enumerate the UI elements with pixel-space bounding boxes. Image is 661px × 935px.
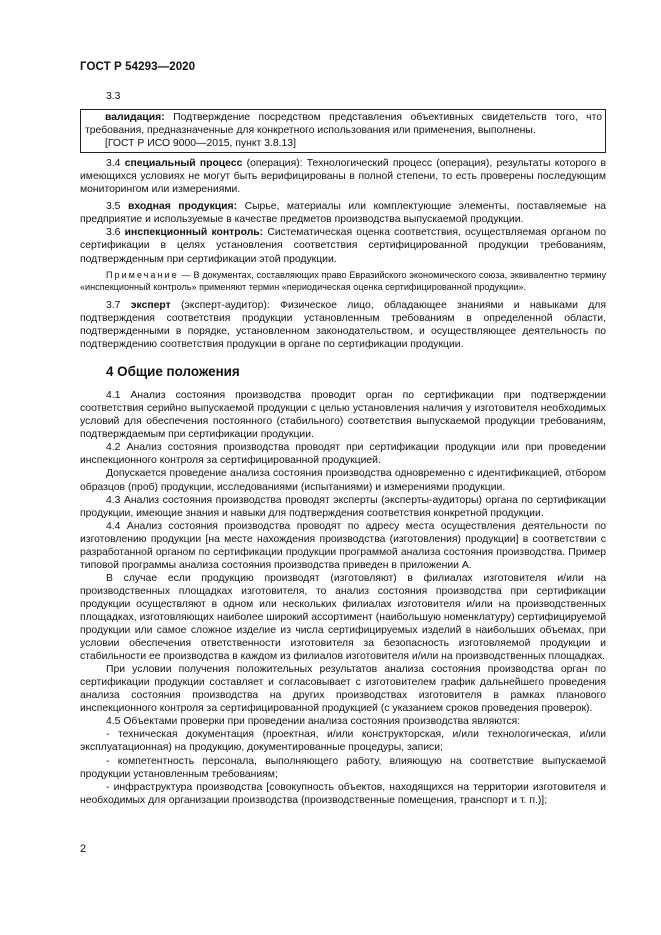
- term-definition-validation: [85, 111, 602, 137]
- paragraph: В случае если продукцию производят (изготовляют) в филиалах изготовителя и/или на производственных площадках изготовителя, то анализ состояния производства при сертификации продукции осуществляют в одном или нескольких филиалах изготовителя и/или на производственных площадках, изготовляющих наиболее широкий ассортимент (наибольшую номенклатуру) сертифицируемой продукции или самое сложное изделие из числа сертифицируемых изделий в наибольших объемах, при условии обеспечения ответственности изготовителя за безопасность изготовляемой продукции и стабильности ее производства в каждом из филиалов изготовителя и/или на производственных площадках.: [80, 572, 606, 663]
- paragraph: 4.4 Анализ состояния производства проводят по адресу места осуществления деятельности по изготовлению продукции [на месте нахождения производства (изготовления) продукции] в соответствии с разработанной органом по сертификации продукции программой анализа состояния производства. Пример типовой программы анализа состояния производства приведен в приложении А.: [80, 520, 606, 571]
- note-block: [80, 269, 606, 293]
- term-reference-validation: [ГОСТ Р ИСО 9000—2015, пункт 3.8.13]: [105, 138, 296, 150]
- term-definition-input-products: [80, 200, 606, 226]
- page-content: [80, 90, 606, 807]
- term-box-validation: [80, 109, 606, 153]
- term-number-3-5: 3.5: [106, 201, 121, 213]
- paragraph: 4.2 Анализ состояния производства проводят при сертификации продукции или при проведении инспекционного контроля за сертифицированной продукцией.: [80, 442, 606, 467]
- paragraph: Допускается проведение анализа состояния производства одновременно с идентификацией, отбором образцов (проб) продукции, исследованиями (испытаниями) и измерениями продукции.: [80, 468, 606, 493]
- term-text-expert: (эксперт-аудитор): Физическое лицо, обладающее знаниями и навыками для подтверждения соответствия продукции установленным требованиям в определенной области, подтвержденными в порядке, установленном законодательством, и осуществляющее деятельность по подтверждению соответствия продукции в органе по сертификации продукции.: [80, 299, 606, 351]
- term-name-expert: эксперт: [130, 299, 171, 311]
- term-text-special-process: (операция): Технологический процесс (операция), результаты которого в имеющихся условиях не могут быть верифицированы в полной степени, то есть проверены последующим мониторингом или измерениями.: [80, 158, 607, 196]
- term-number-3-6: 3.6: [106, 227, 121, 239]
- term-text-input-products: Сырье, материалы или комплектующие элементы, поставляемые на предприятие и используемые в качестве предметов производства выпускаемой продукции.: [80, 201, 606, 226]
- paragraph: 4.5 Объектами проверки при проведении анализа состояния производства являются:: [106, 716, 521, 728]
- term-text-inspection-control: Систематическая оценка соответствия, осуществляемая органом по сертификации в целях установления соответствия сертифицированной продукции требованиям, подтвержденным при сертификации этой продукции.: [80, 227, 607, 265]
- term-name-input-products: входная продукция:: [127, 201, 238, 213]
- term-number-3-3: 3.3: [106, 91, 121, 102]
- term-definition-expert: [80, 299, 606, 351]
- page-number: 2: [80, 843, 87, 855]
- paragraph: 4.3 Анализ состояния производства проводят эксперты (эксперты-аудиторы) органа по сертификации продукции, имеющие знания и навыки для подтверждения соответствия конкретной продукции.: [80, 494, 606, 519]
- term-number-3-7: 3.7: [106, 299, 121, 311]
- note-label: Примечание: [106, 269, 179, 280]
- term-number-3-4: 3.4: [106, 158, 121, 170]
- section-title-general-provisions: 4 Общие положения: [106, 364, 240, 380]
- term-text-validation: Подтверждение посредством представления объективных свидетельств того, что требования, предназначенные для конкретного использования или применения, выполнены.: [85, 112, 603, 137]
- list-item: - компетентность персонала, выполняющего работу, влияющую на соответствие выпускаемой продукции установленным требованиям;: [80, 755, 606, 780]
- term-name-special-process: специальный процесс: [124, 158, 243, 170]
- paragraph: При условии получения положительных результатов анализа состояния производства орган по сертификации продукции составляет и согласовывает с изготовителем график дальнейшего проведения анализа состояния производства на других производствах изготовителя в рамках планового инспекционного контроля за сертифицированной продукцией (с указанием сроков проведения проверок).: [80, 664, 606, 715]
- list-item: - техническая документация (проектная, и/или конструкторская, и/или технологическая, и/или эксплуатационная) на продукцию, документированные процедуры, записи;: [80, 729, 606, 754]
- term-definition-special-process: [80, 157, 606, 196]
- list-item: - инфраструктура производства [совокупность объектов, находящихся на территории изготовителя и необходимых для организации производства (производственные помещения, транспорт и т. п.)];: [80, 781, 606, 806]
- note-text: — В документах, составляющих право Евразийского экономического союза, эквивалентно термину «инспекционный контроль» применяют термин «периодическая оценка сертифицированной продукции».: [80, 269, 606, 292]
- term-name-validation: валидация:: [105, 112, 165, 124]
- term-name-inspection-control: инспекционный контроль:: [124, 227, 264, 239]
- document-header: ГОСТ Р 54293—2020: [80, 61, 196, 73]
- paragraph: 4.1 Анализ состояния производства проводит орган по сертификации при подтверждении соответствия серийно выпускаемой продукции с целью установления наличия у изготовителя необходимых условий для обеспечения постоянного (стабильного) соответствия выпускаемой продукции требованиям, подтверждаемым при сертификации продукции.: [80, 390, 606, 441]
- term-definition-inspection-control: [80, 226, 606, 265]
